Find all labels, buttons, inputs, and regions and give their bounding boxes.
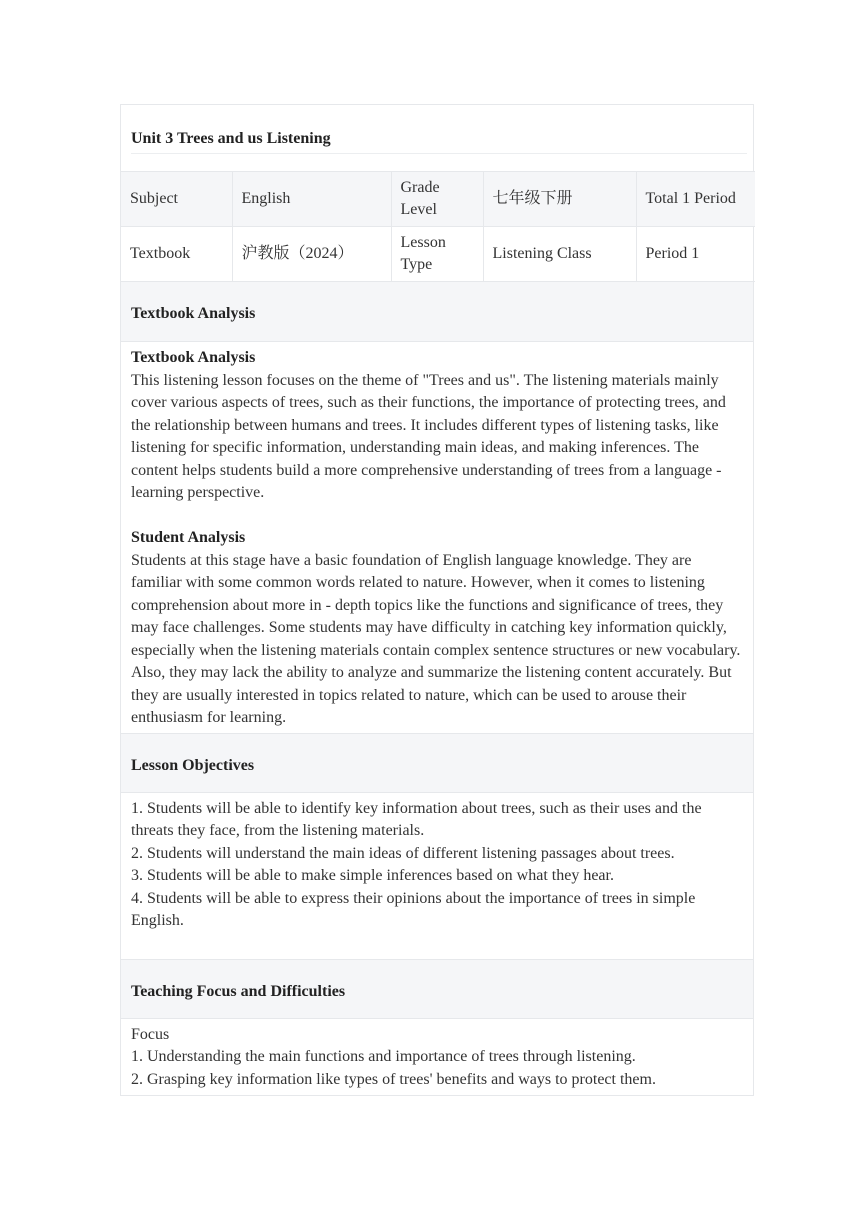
student-analysis-text: Students at this stage have a basic foundation of English language knowledge. They are familiar with some common words related to nature. However, when it comes to listening comprehension about more in - depth topics like the functions and significance of trees, they may face challenges. Some students may have difficulty in catching key information quickly, especially when the listening materials contain complex sentence structures or new vocabulary. Also, they may lack the ability to analyze and summarize the listening content accurately. But they are usually interested in topics related to nature, which can be used to arouse their enthusiasm for learning. (131, 551, 741, 726)
section-heading-lesson-objectives (121, 733, 753, 793)
grade-level-label: Grade Level (391, 172, 483, 227)
info-table (121, 171, 755, 282)
textbook-analysis-text: This listening lesson focuses on the theme of "Trees and us". The listening materials mainly cover various aspects of trees, such as their functions, the importance of protecting trees, and the relationship between humans and trees. It includes different types of listening tasks, like listening for specific information, understanding main ideas, and making inferences. The content helps students build a more comprehensive understanding of trees from a language - learning perspective. (131, 371, 726, 501)
info-row-textbook (121, 227, 755, 282)
focus-label: Focus (131, 1025, 170, 1043)
objective-item: 2. Students will understand the main ideas of different listening passages about trees. (131, 844, 675, 862)
info-row-subject (121, 172, 755, 227)
section-heading-text: Lesson Objectives (131, 756, 255, 774)
total-periods: Total 1 Period (636, 172, 755, 227)
lesson-type-label: Lesson Type (391, 227, 483, 282)
grade-level-value: 七年级下册 (483, 172, 636, 227)
section-heading-textbook-analysis (121, 282, 753, 342)
title-divider (131, 153, 747, 154)
section-body-textbook-analysis (121, 342, 753, 733)
title-row (121, 105, 753, 171)
focus-item: 2. Grasping key information like types of trees' benefits and ways to protect them. (131, 1070, 656, 1088)
lesson-type-value: Listening Class (483, 227, 636, 282)
period-number: Period 1 (636, 227, 755, 282)
textbook-analysis-subtitle: Textbook Analysis (131, 349, 256, 366)
section-heading-text: Textbook Analysis (131, 305, 256, 322)
lesson-plan-sheet (120, 104, 754, 1096)
objective-item: 4. Students will be able to express their opinions about the importance of trees in simple English. (131, 889, 696, 929)
section-heading-text: Teaching Focus and Difficulties (131, 982, 346, 1000)
subject-value: English (232, 172, 391, 227)
section-body-lesson-objectives (121, 793, 753, 959)
section-heading-teaching-focus (121, 959, 753, 1019)
objective-item: 3. Students will be able to make simple inferences based on what they hear. (131, 867, 614, 884)
page-title: Unit 3 Trees and us Listening (131, 130, 331, 147)
textbook-value: 沪教版（2024） (232, 227, 391, 282)
objective-item: 1. Students will be able to identify key information about trees, such as their uses and the threats they face, from the listening materials. (131, 799, 702, 839)
section-body-teaching-focus (121, 1019, 753, 1096)
student-analysis-subtitle: Student Analysis (131, 529, 246, 546)
focus-item: 1. Understanding the main functions and importance of trees through listening. (131, 1048, 636, 1065)
paragraph-gap (131, 505, 743, 528)
textbook-label: Textbook (121, 227, 232, 282)
subject-label: Subject (121, 172, 232, 227)
